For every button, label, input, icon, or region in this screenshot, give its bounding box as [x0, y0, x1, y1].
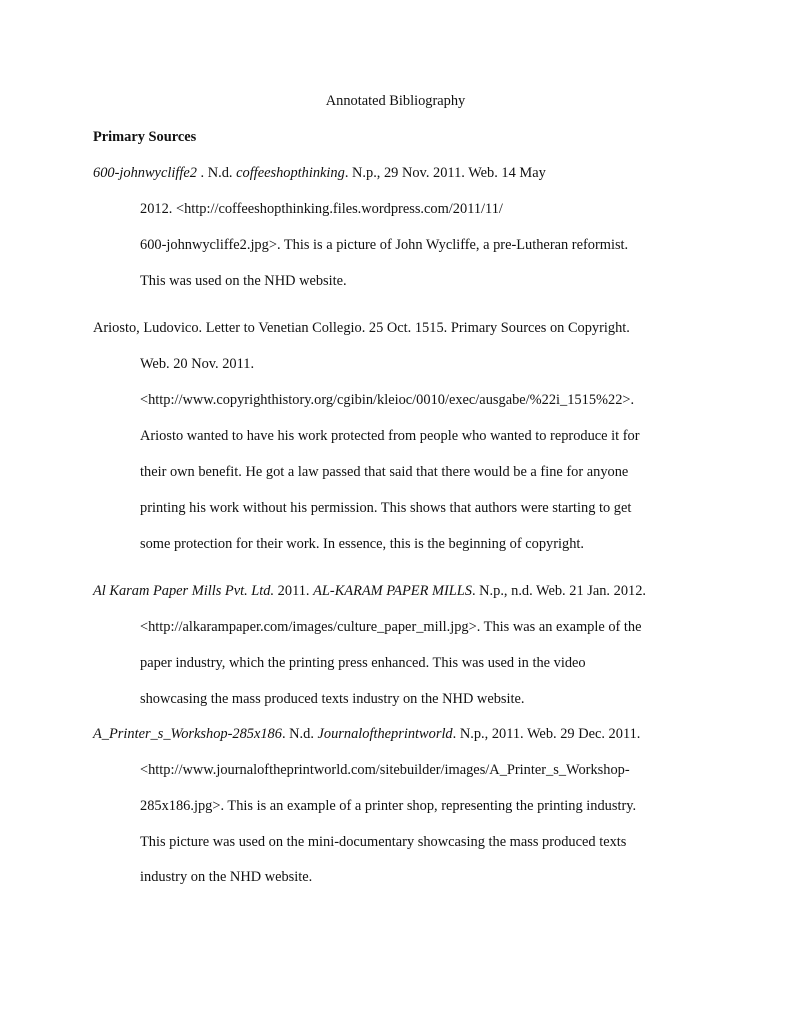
entry-first-line — [93, 581, 646, 601]
entry-line: 285x186.jpg>. This is an example of a printer shop, representing the printing industry. — [140, 798, 637, 814]
entry-line: <http://www.copyrighthistory.org/cgibin/kleioc/0010/exec/ausgabe/%22i_1515%22>. — [140, 392, 635, 408]
entry-author: Al Karam Paper Mills Pvt. Ltd. — [93, 583, 275, 599]
entry-line: This picture was used on the mini-documentary showcasing the mass produced texts — [140, 834, 627, 850]
entry-text: . N.d. — [281, 726, 318, 742]
entry-line: 600-johnwycliffe2.jpg>. This is a picture of John Wycliffe, a pre-Lutheran reformist. — [140, 237, 629, 253]
entry-line: Web. 20 Nov. 2011. — [140, 356, 255, 372]
entry-text: . N.p., 2011. Web. 29 Dec. 2011. — [452, 726, 641, 742]
entry-first-line: Ariosto, Ludovico. Letter to Venetian Collegio. 25 Oct. 1515. Primary Sources on Copyright. — [93, 320, 630, 336]
entry-line: Ariosto wanted to have his work protected from people who wanted to reproduce it for — [140, 428, 640, 444]
entry-first-line — [93, 724, 640, 744]
entry-text: 2011. — [274, 583, 314, 599]
entry-line: industry on the NHD website. — [140, 869, 313, 885]
entry-text: . N.d. — [196, 165, 237, 181]
entry-site: coffeeshopthinking — [236, 165, 345, 181]
entry-first-line — [93, 163, 546, 183]
entry-title: 600-johnwycliffe2 — [93, 165, 197, 181]
entry-line: showcasing the mass produced texts industry on the NHD website. — [140, 691, 525, 707]
entry-line: <http://www.journaloftheprintworld.com/sitebuilder/images/A_Printer_s_Workshop- — [140, 762, 630, 778]
entry-title: A_Printer_s_Workshop-285x186 — [93, 726, 282, 742]
entry-site: Journaloftheprintworld — [317, 726, 453, 742]
entry-text: . N.p., 29 Nov. 2011. Web. 14 May — [344, 165, 546, 181]
entry-site: AL-KARAM PAPER MILLS — [313, 583, 472, 599]
entry-line: <http://alkarampaper.com/images/culture_paper_mill.jpg>. This was an example of the — [140, 619, 642, 635]
entry-line: 2012. <http://coffeeshopthinking.files.wordpress.com/2011/11/ — [140, 201, 503, 217]
entry-text: . N.p., n.d. Web. 21 Jan. 2012. — [471, 583, 647, 599]
entry-line: printing his work without his permission. This shows that authors were starting to get — [140, 500, 632, 516]
section-heading: Primary Sources — [93, 129, 197, 145]
entry-line: paper industry, which the printing press enhanced. This was used in the video — [140, 655, 586, 671]
entry-line: some protection for their work. In essence, this is the beginning of copyright. — [140, 536, 585, 552]
entry-line: their own benefit. He got a law passed that said that there would be a fine for anyone — [140, 464, 629, 480]
document-title: Annotated Bibliography — [325, 93, 466, 109]
entry-line: This was used on the NHD website. — [140, 273, 347, 289]
